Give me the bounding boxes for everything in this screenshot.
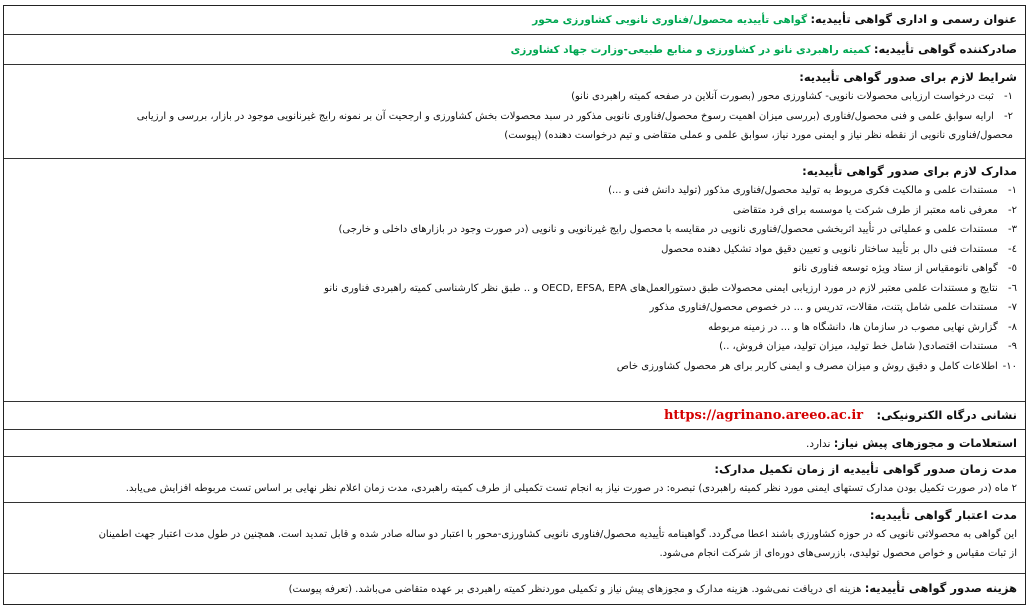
row-validity <box>4 503 1025 574</box>
conditions-heading: شرایط لازم برای صدور گواهی تأییدیه: <box>799 70 1017 84</box>
row-portal <box>4 402 1025 430</box>
row-prerequisites <box>4 430 1025 457</box>
fee-value: هزینه ای دریافت نمی‌شود. هزینه مدارک و مجوزهای پیش نیاز و تکمیلی موردنظر کمیته راهبردی بر عهده متقاضی می‌باشد. (تعرفه پیوست) <box>288 584 862 595</box>
document-item: ٤- مستندات فنی دال بر تأیید ساختار نانویی و تعیین دقیق مواد تشکیل دهنده محصول <box>661 243 1017 255</box>
document-item: ٦- نتایج و مستندات علمی معتبر لازم در مورد ارزیابی ایمنی محصولات طبق دستورالعمل‌های OECD, EFSA, EPA و .. طبق نظر کارشناسی کمیته راهبردی فناوری نانو <box>324 282 1017 294</box>
condition-item-continued: محصول/فناوری نانویی از نقطه نظر نیاز و ایمنی مورد نیاز، سوابق علمی و عملی متقاضی و تیم درخواست دهنده) (پیوست) <box>504 130 1013 141</box>
duration-heading: مدت زمان صدور گواهی تأییدیه از زمان تکمیل مدارک: <box>714 462 1017 476</box>
condition-item: ۱- ثبت درخواست ارزیابی محصولات نانویی- کشاورزی محور (بصورت آنلاین در صفحه کمیته راهبردی نانو) <box>571 91 1013 102</box>
documents-heading: مدارک لازم برای صدور گواهی تأییدیه: <box>802 164 1017 178</box>
validity-text-line2: از ثبات مقیاس و خواص محصول تولیدی، بازرسی‌های دوره‌ای از شرکت انجام می‌شود. <box>659 548 1017 559</box>
document-item: ۱۰- اطلاعات کامل و دقیق روش و میزان مصرف و ایمنی کاربر برای هر محصول کشاورزی خاص <box>616 360 1017 372</box>
issuer-value: کمیته راهبردی نانو در کشاورزی و منابع طبیعی-وزارت جهاد کشاورزی <box>510 44 871 56</box>
validity-text-line1: این گواهی به محصولاتی نانویی که در حوزه کشاورزی باشند اعطا می‌گردد. گواهینامه تأییدیه محصول/فناوری نانویی کشاورزی-محور با اعتبار دو ساله صادر شده و قابل تمدید است. همچنین در طول مدت اعتبار جهت اطمینان <box>98 529 1017 540</box>
document-item: ۷- مستندات علمی شامل پتنت، مقالات، تدریس و ... در خصوص محصول/فناوری مذکور <box>649 302 1017 313</box>
document-item: ۲- معرفی نامه معتبر از طرف شرکت یا موسسه برای فرد متقاضی <box>733 204 1017 216</box>
document-item: ۳- مستندات علمی و عملیاتی در تأیید اثربخشی محصول/فناوری نانویی در مقایسه با محصول رایج غیرنانویی و نانویی (در صورت وجود در بازارهای داخلی و خارجی) <box>338 224 1017 235</box>
document-item: ٥- گواهی نانومقیاس از ستاد ویژه توسعه فناوری نانو <box>793 263 1017 274</box>
issuer-label: صادرکننده گواهی تأییدیه: <box>873 42 1017 56</box>
document-item: ۸- گزارش نهایی مصوب در سازمان ها، دانشگاه ها و ... در زمینه مربوطه <box>708 321 1017 333</box>
row-certificate-title <box>4 6 1025 35</box>
row-issuer <box>4 35 1025 65</box>
title-value: گواهی تأییدیه محصول/فناوری نانویی کشاورزی محور <box>532 14 808 26</box>
fee-label: هزینه صدور گواهی تأییدیه: <box>864 581 1017 595</box>
prereq-label: استعلامات و مجوزهای پیش نیاز: <box>833 436 1017 450</box>
portal-label: نشانی درگاه الکترونیکی: <box>876 408 1017 422</box>
prereq-value: ندارد. <box>806 438 831 450</box>
row-fee <box>4 574 1025 604</box>
certificate-info-table <box>3 5 1026 605</box>
row-duration <box>4 457 1025 503</box>
duration-text: ۲ ماه (در صورت تکمیل بودن مدارک تستهای ایمنی مورد نظر کمیته راهبردی) تبصره: در صورت نیاز به انجام تست تکمیلی از طرف کمیته راهبردی، مدت زمان اعلام نظر نهایی بر اساس تست مربوطه افزایش می‌یابد. <box>125 483 1017 494</box>
portal-link[interactable]: https://agrinano.areeo.ac.ir <box>663 408 864 423</box>
row-documents <box>4 159 1025 402</box>
document-item: ۹- مستندات اقتصادی( شامل خط تولید، میزان تولید، میزان فروش، ..) <box>719 341 1017 352</box>
condition-item: ۲- ارایه سوابق علمی و فنی محصول/فناوری (بررسی میزان اهمیت رسوخ محصول/فناوری نانویی مذکور در سبد محصولات بخش کشاورزی و ارجحیت آن بر نمونه رایج غیرنانویی موجود در بازار، بررسی و ارزیابی <box>136 110 1013 122</box>
row-conditions <box>4 65 1025 159</box>
validity-heading: مدت اعتبار گواهی تأییدیه: <box>869 508 1017 522</box>
document-item: ۱- مستندات علمی و مالکیت فکری مربوط به تولید محصول/فناوری مذکور (تولید دانش فنی و ...) <box>608 185 1017 196</box>
title-label: عنوان رسمی و اداری گواهی تأییدیه: <box>810 12 1017 26</box>
